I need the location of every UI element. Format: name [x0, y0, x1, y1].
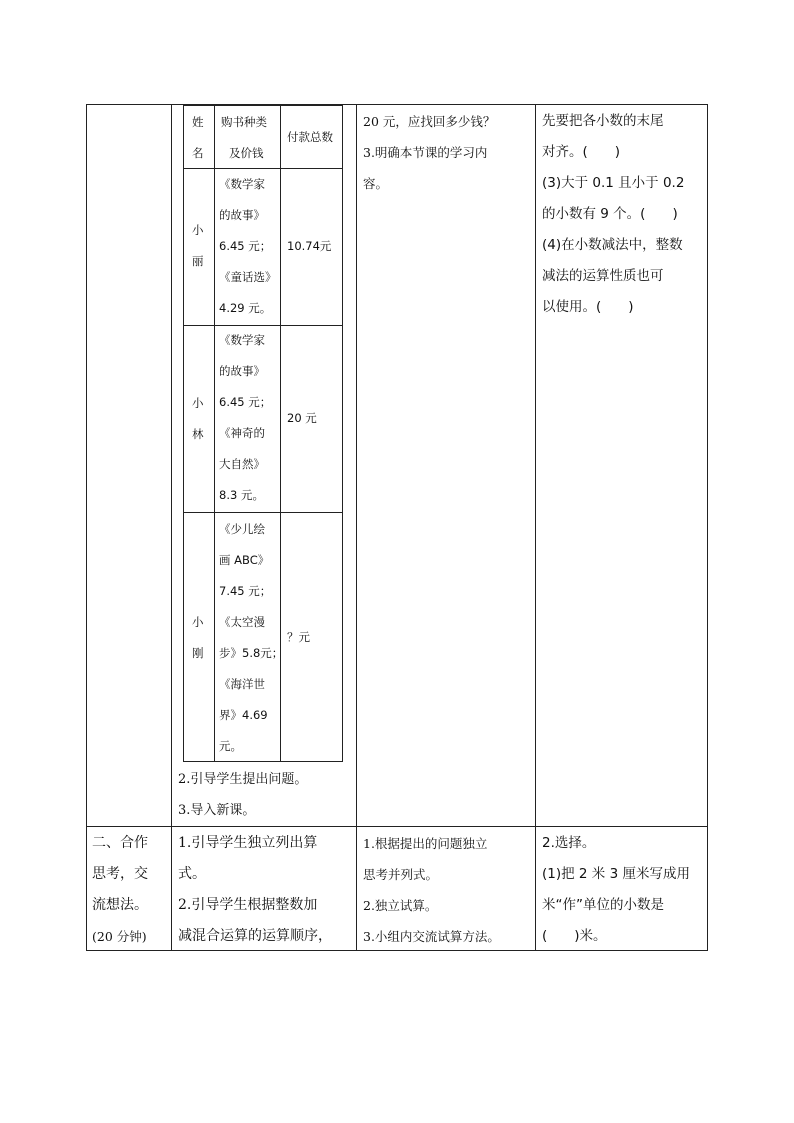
stage-label: 二、合作 思考，交 流想法。 (20 分钟) — [92, 835, 148, 944]
header-total: 付款总数 — [287, 130, 333, 144]
teacher-activities: 2.引导学生提出问题。 3.导入新课。 — [178, 772, 308, 818]
header-name: 姓 名 — [192, 115, 204, 160]
exercise-content: 2.选择。 (1)把 2 米 3 厘米写成用 米“作”单位的小数是 ( )米。 — [542, 835, 690, 944]
row-books: 《少儿绘 画 ABC》 7.45 元； 《太空漫 步》5.8元； 《海洋世 界》4.69 元。 — [219, 522, 284, 753]
student-activities: 20 元，应找回多少钱？ 3.明确本节课的学习内 容。 — [363, 114, 496, 191]
row-total: 20 元 — [287, 411, 317, 425]
column-divider — [535, 104, 536, 951]
row-divider — [86, 826, 708, 827]
row-total: ？元 — [287, 630, 310, 644]
student-activities: 1.根据提出的问题独立 思考并列式。 2.独立试算。 3.小组内交流试算方法。 — [363, 836, 500, 944]
column-divider — [356, 104, 357, 951]
row-books: 《数学家 的故事》 6.45 元； 《神奇的 大自然》 8.3 元。 — [219, 333, 272, 502]
row-name: 小 丽 — [192, 223, 204, 268]
row-name: 小 林 — [192, 396, 204, 441]
row-name: 小 刚 — [192, 615, 204, 660]
row-books: 《数学家 的故事》 6.45 元； 《童话选》 4.29 元。 — [219, 177, 277, 315]
exercise-content: 先要把各小数的末尾 对齐。( ) (3)大于 0.1 且小于 0.2 的小数有 9 个。( ) (4)在小数减法中，整数 减法的运算性质也可 以使用。( ) — [542, 113, 685, 315]
purchase-table-col-divider — [214, 105, 215, 762]
teacher-activities: 1.引导学生独立列出算 式。 2.引导学生根据整数加 减混合运算的运算顺序， — [178, 835, 332, 944]
header-books: 购书种类 及价钱 — [221, 115, 267, 160]
row-total: 10.74元 — [287, 239, 332, 253]
purchase-table-row-divider — [183, 512, 343, 513]
column-divider — [171, 104, 172, 951]
